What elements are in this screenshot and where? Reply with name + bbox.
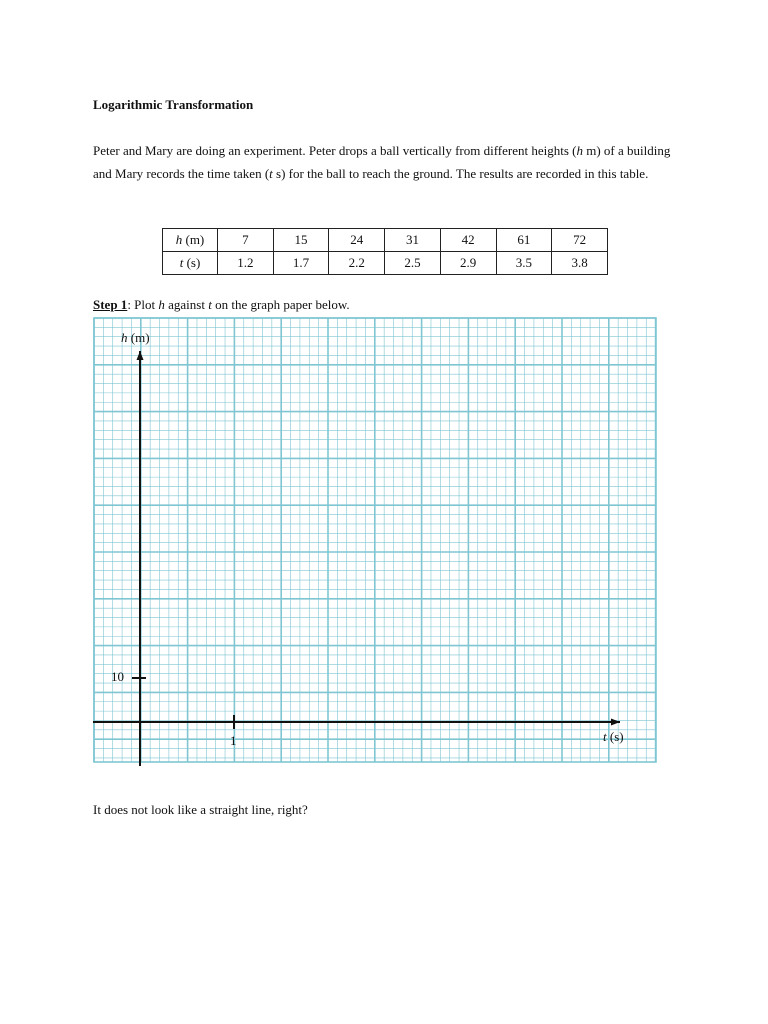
intro-text-1: Peter and Mary are doing an experiment. Peter drops a ball vertically from different heights ( — [93, 143, 577, 158]
row-variable: t — [179, 255, 184, 270]
x-tick-label: 1 — [230, 733, 237, 748]
table-cell: 2.2 — [329, 252, 385, 275]
y-axis-unit: (m) — [127, 330, 150, 345]
table-cell: 31 — [385, 229, 441, 252]
table-cell: 1.2 — [218, 252, 274, 275]
step-text-3: on the graph paper below. — [211, 297, 350, 312]
x-axis-variable: t — [603, 729, 607, 744]
step-label: Step 1 — [93, 297, 128, 312]
y-axis-label — [121, 330, 150, 345]
row-unit: (m) — [182, 232, 205, 247]
step-t-variable: t — [208, 297, 212, 312]
table-cell: 24 — [329, 229, 385, 252]
results-table — [162, 228, 608, 275]
table-cell: 2.9 — [440, 252, 496, 275]
table-cell: 61 — [496, 229, 552, 252]
row-variable: h — [175, 232, 183, 247]
table-cell: 42 — [440, 229, 496, 252]
conclusion-text: It does not look like a straight line, right? — [93, 802, 308, 817]
table-cell: 1.7 — [273, 252, 329, 275]
y-axis-variable: h — [121, 330, 128, 345]
x-axis-unit: (s) — [606, 729, 624, 744]
table-cell: 3.5 — [496, 252, 552, 275]
row-unit: (s) — [183, 255, 201, 270]
intro-text-2: m) of a building and Mary records the time taken ( — [93, 143, 671, 181]
intro-paragraph — [93, 140, 683, 185]
table-row-t — [163, 252, 608, 275]
page-title: Logarithmic Transformation — [93, 97, 254, 112]
step-h-variable: h — [158, 297, 165, 312]
step-text-1: : Plot — [127, 297, 159, 312]
table-cell: 2.5 — [385, 252, 441, 275]
table-row-header — [163, 229, 218, 252]
table-cell: 7 — [218, 229, 274, 252]
graph-paper[interactable] — [93, 317, 657, 769]
table-row-header — [163, 252, 218, 275]
table-cell: 15 — [273, 229, 329, 252]
intro-h-variable: h — [576, 143, 583, 158]
table-cell: 3.8 — [552, 252, 608, 275]
step-1-instruction — [93, 297, 350, 313]
x-axis-label — [603, 729, 624, 744]
y-tick-label: 10 — [111, 669, 124, 684]
step-text-2: against — [164, 297, 209, 312]
table-cell: 72 — [552, 229, 608, 252]
table-row-h — [163, 229, 608, 252]
intro-text-3: s) for the ball to reach the ground. The results are recorded in this table. — [272, 165, 649, 181]
intro-t-variable: t — [269, 165, 273, 181]
